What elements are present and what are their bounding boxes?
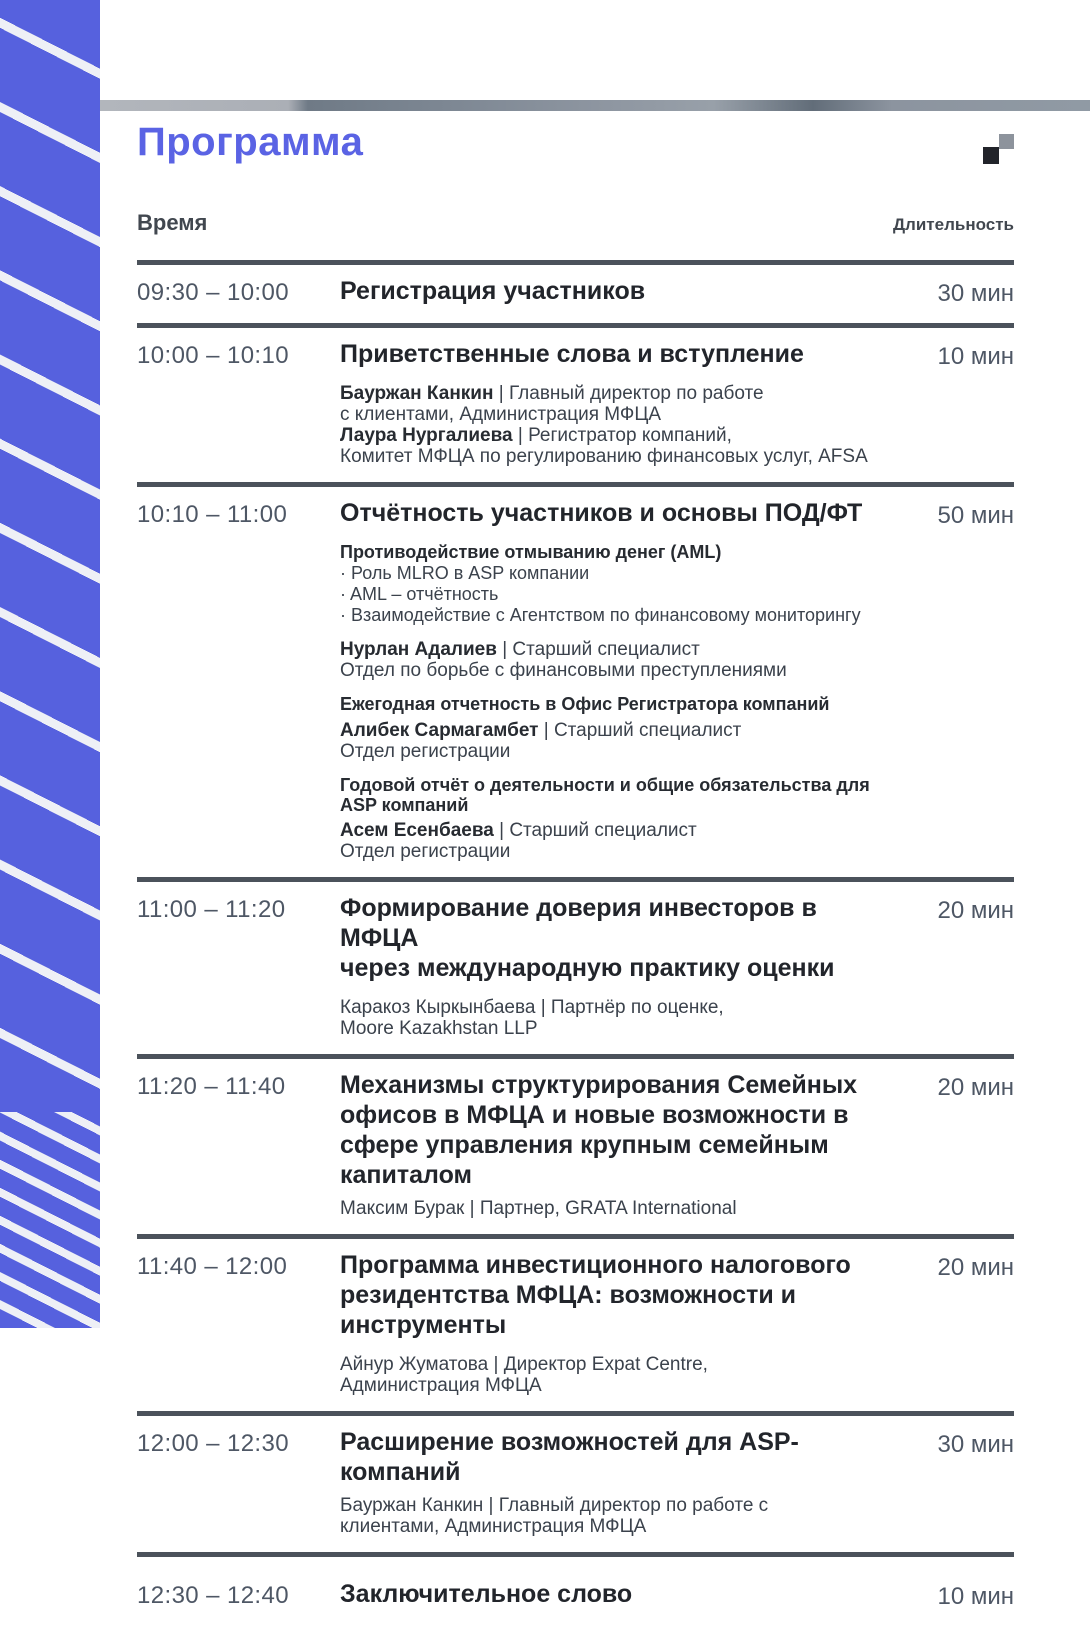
speaker-line: Нурлан Адалиев | Старший специалист <box>340 639 700 660</box>
session-row <box>137 482 1014 877</box>
session-duration: 20 мин <box>937 1074 1014 1101</box>
session-duration: 10 мин <box>937 343 1014 370</box>
session-duration: 30 мин <box>937 1431 1014 1458</box>
session-duration: 50 мин <box>937 502 1014 529</box>
session-title: Механизмы структурирования Семейных офисов в МФЦА и новые возможности в сфере управления крупным семейным капиталом <box>340 1071 858 1189</box>
session-title: Расширение возможностей для ASP-компаний <box>340 1428 799 1486</box>
session-duration: 10 мин <box>937 1583 1014 1610</box>
logo-square-gray <box>999 134 1014 149</box>
topic-bullet: · Взаимодействие с Агентством по финансовому мониторингу <box>340 605 861 625</box>
header-gradient-strip <box>100 100 1090 111</box>
session-speakers <box>340 383 894 467</box>
speaker-line: Каракоз Кыркынбаева | Партнёр по оценке, <box>340 997 724 1018</box>
session-title: Приветственные слова и вступление <box>340 340 804 368</box>
speaker-line: Комитет МФЦА по регулированию финансовых услуг, AFSA <box>340 446 868 467</box>
session-row <box>137 323 1014 482</box>
session-time: 11:20 – 11:40 <box>137 1073 286 1100</box>
session-main <box>340 1250 894 1396</box>
session-speakers <box>340 1495 894 1537</box>
session-title: Формирование доверия инвесторов в МФЦА через международную практику оценки <box>340 894 835 982</box>
topic-heading: Противодействие отмыванию денег (AML) <box>340 542 722 562</box>
session-speakers <box>340 997 894 1039</box>
session-main <box>340 893 894 1039</box>
session-time: 10:00 – 10:10 <box>137 342 290 369</box>
speaker-dept: Отдел регистрации <box>340 741 511 762</box>
speaker-dept: Отдел регистрации <box>340 841 511 862</box>
speaker-line: Администрация МФЦА <box>340 1375 542 1396</box>
speaker-line: Алибек Сармагамбет | Старший специалист <box>340 720 742 741</box>
session-duration: 30 мин <box>937 280 1014 307</box>
decorative-sidebar <box>0 0 100 1328</box>
logo-square-dark <box>983 147 999 164</box>
topic-heading: Ежегодная отчетность в Офис Регистратора компаний <box>340 694 830 714</box>
speaker-line: Moore Kazakhstan LLP <box>340 1018 538 1039</box>
column-headers <box>137 210 1014 236</box>
session-time: 09:30 – 10:00 <box>137 279 290 306</box>
session-main <box>340 276 894 308</box>
session-title: Заключительное слово <box>340 1580 633 1608</box>
speaker-line: клиентами, Администрация МФЦА <box>340 1516 647 1537</box>
session-title: Регистрация участников <box>340 277 646 305</box>
session-row <box>137 1411 1014 1552</box>
session-speakers <box>340 1198 894 1219</box>
time-column-header: Время <box>137 210 208 235</box>
page-title: Программа <box>137 120 364 164</box>
session-row <box>137 1552 1014 1626</box>
session-row <box>137 1234 1014 1411</box>
session-main <box>340 1070 894 1219</box>
session-main <box>340 1579 894 1611</box>
title-row <box>137 120 1014 166</box>
topic-heading: Годовой отчёт о деятельности и общие обязательства для ASP компаний <box>340 775 870 815</box>
diagonal-stripes-sparse <box>0 0 100 1112</box>
session-title: Отчётность участников и основы ПОД/ФТ <box>340 499 863 527</box>
speaker-line: Асем Есенбаева | Старший специалист <box>340 820 697 841</box>
duration-column-header: Длительность <box>892 215 1014 234</box>
session-speakers <box>340 1354 894 1396</box>
session-duration: 20 мин <box>937 897 1014 924</box>
topic-bullet: · AML – отчётность <box>340 584 499 604</box>
session-duration: 20 мин <box>937 1254 1014 1281</box>
session-time: 12:00 – 12:30 <box>137 1430 290 1457</box>
speaker-line: с клиентами, Администрация МФЦА <box>340 404 662 425</box>
program-page <box>137 120 1014 1626</box>
session-row <box>137 1054 1014 1234</box>
schedule-table <box>137 260 1014 1626</box>
session-time: 10:10 – 11:00 <box>137 501 288 528</box>
speaker-line: Айнур Жуматова | Директор Expat Centre, <box>340 1354 708 1375</box>
session-time: 11:40 – 12:00 <box>137 1253 288 1280</box>
session-main <box>340 1427 894 1537</box>
speaker-line: Бауржан Канкин | Главный директор по работе с <box>340 1495 769 1516</box>
pixel-squares-logo-icon <box>983 134 1014 166</box>
speaker-line: Бауржан Канкин | Главный директор по работе <box>340 383 764 404</box>
speaker-line: Максим Бурак | Партнер, GRATA International <box>340 1198 737 1219</box>
session-time: 11:00 – 11:20 <box>137 896 286 923</box>
session-main <box>340 339 894 467</box>
diagonal-stripes-dense <box>0 1112 100 1328</box>
session-time: 12:30 – 12:40 <box>137 1582 290 1609</box>
speaker-dept: Отдел по борьбе с финансовыми преступлениями <box>340 660 787 681</box>
session-row <box>137 260 1014 323</box>
topic-bullet: · Роль MLRO в ASP компании <box>340 563 590 583</box>
session-title: Программа инвестиционного налогового резидентства МФЦА: возможности и инструменты <box>340 1251 851 1339</box>
session-main <box>340 498 894 862</box>
speaker-line: Лаура Нургалиева | Регистратор компаний, <box>340 425 732 446</box>
session-row <box>137 877 1014 1054</box>
session-topics <box>340 542 894 862</box>
